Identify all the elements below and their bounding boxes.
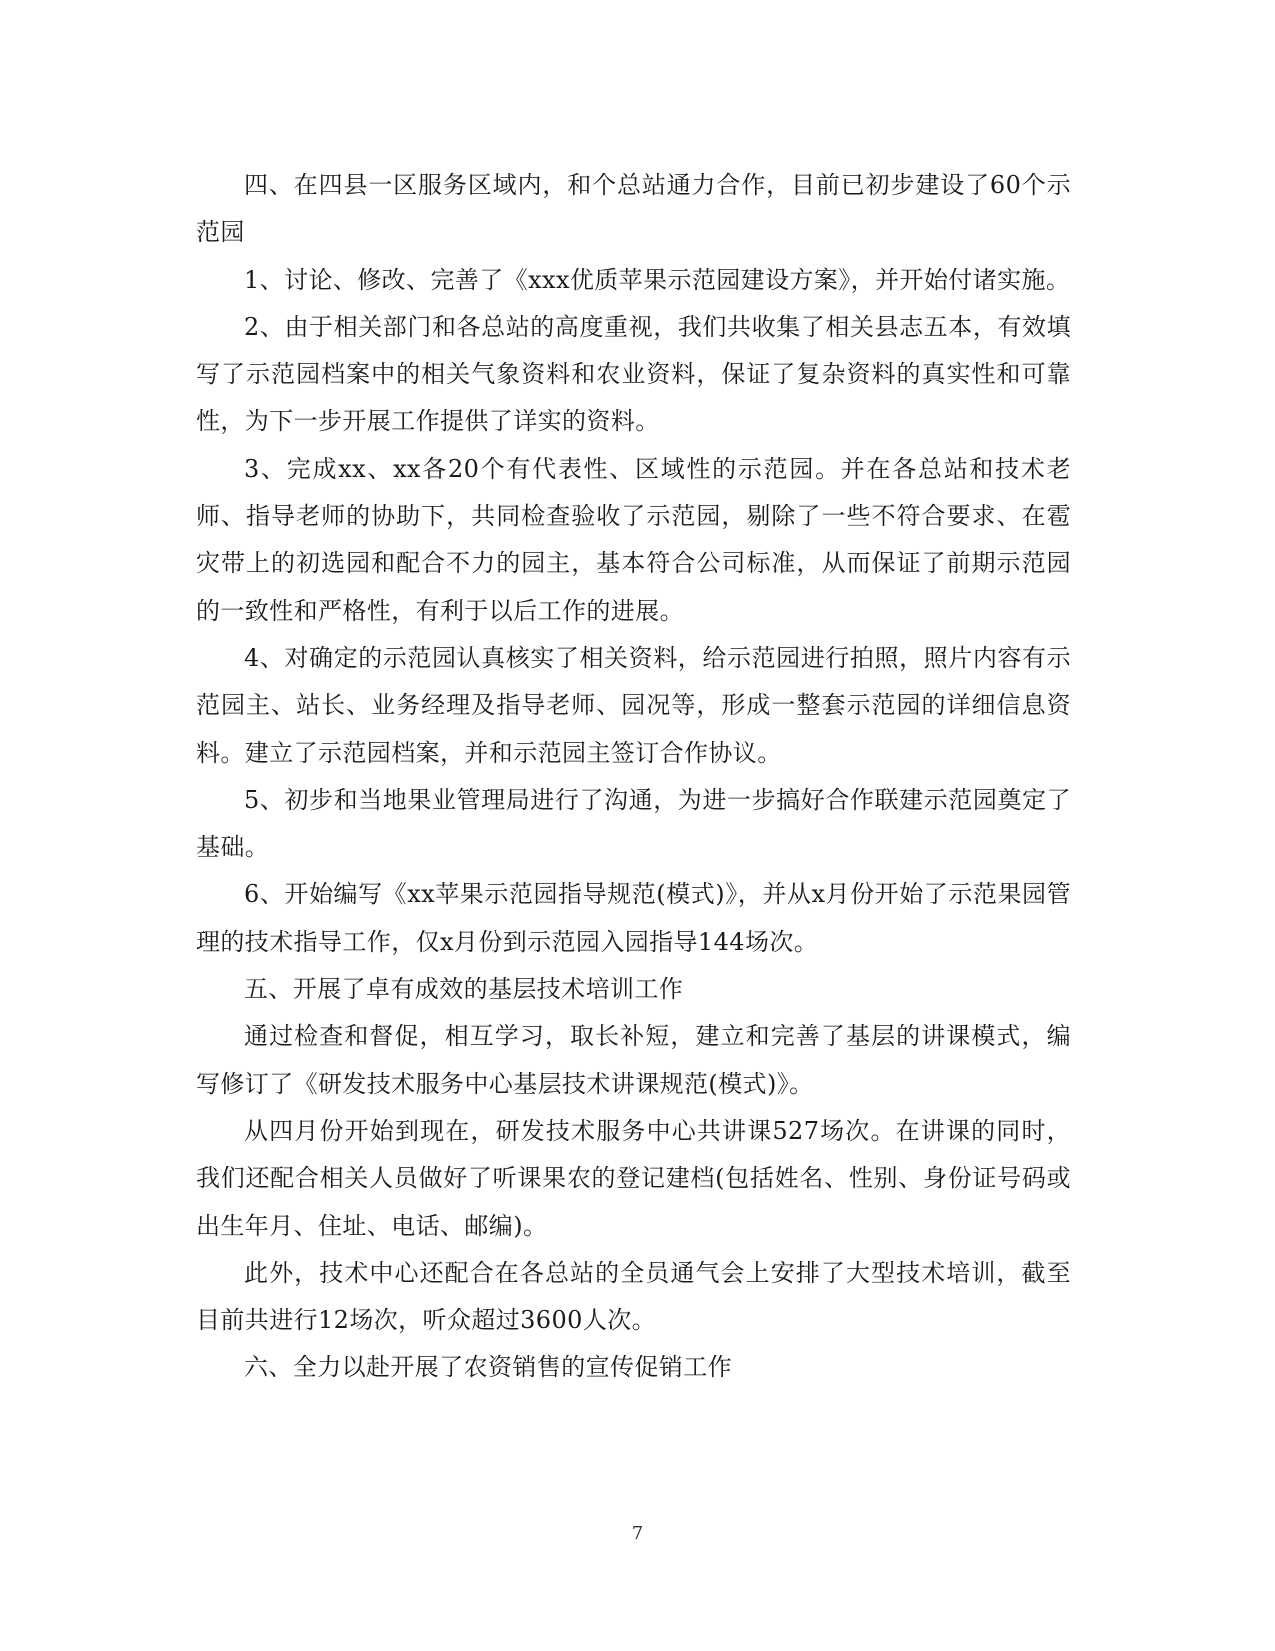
paragraph-item-2: 2、由于相关部门和各总站的高度重视，我们共收集了相关县志五本，有效填写了示范园档案中的相关气象资料和农业资料，保证了复杂资料的真实性和可靠性，为下一步开展工作提供了详实的资料。 xyxy=(196,312,1071,436)
section-heading-five: 五、开展了卓有成效的基层技术培训工作 xyxy=(244,975,684,1004)
paragraph-training-2: 从四月份开始到现在，研发技术服务中心共讲课527场次。在讲课的同时，我们还配合相关人员做好了听课果农的登记建档(包括姓名、性别、身份证号码或出生年月、住址、电话、邮编)。 xyxy=(196,1116,1071,1240)
paragraph-item-1: 1、讨论、修改、完善了《xxx优质苹果示范园建设方案》，并开始付诸实施。 xyxy=(244,265,1071,294)
section-heading-four: 四、在四县一区服务区域内，和个总站通力合作，目前已初步建设了60个示范园 xyxy=(196,171,1071,247)
paragraph-item-6: 6、开始编写《xx苹果示范园指导规范(模式)》，并从x月份开始了示范果园管理的技术指导工作，仅x月份到示范园入园指导144场次。 xyxy=(196,880,1071,956)
page-number: 7 xyxy=(631,1523,644,1544)
document-body xyxy=(196,162,1071,1392)
paragraph-training-3: 此外，技术中心还配合在各总站的全员通气会上安排了大型技术培训，截至目前共进行12场次，听众超过3600人次。 xyxy=(196,1258,1071,1335)
paragraph-item-5: 5、初步和当地果业管理局进行了沟通，为进一步搞好合作联建示范园奠定了基础。 xyxy=(196,785,1071,862)
paragraph-item-3: 3、完成xx、xx各20个有代表性、区域性的示范园。并在各总站和技术老师、指导老师的协助下，共同检查验收了示范园，剔除了一些不符合要求、在雹灾带上的初选园和配合不力的园主，基本符合公司标准，从而保证了前期示范园的一致性和严格性，有利于以后工作的进展。 xyxy=(196,454,1071,625)
paragraph-training-1: 通过检查和督促，相互学习，取长补短，建立和完善了基层的讲课模式，编写修订了《研发技术服务中心基层技术讲课规范(模式)》。 xyxy=(196,1022,1071,1098)
section-heading-six: 六、全力以赴开展了农资销售的宣传促销工作 xyxy=(244,1353,732,1382)
paragraph-item-4: 4、对确定的示范园认真核实了相关资料，给示范园进行拍照，照片内容有示范园主、站长、业务经理及指导老师、园况等，形成一整套示范园的详细信息资料。建立了示范园档案，并和示范园主签订合作协议。 xyxy=(196,643,1071,767)
